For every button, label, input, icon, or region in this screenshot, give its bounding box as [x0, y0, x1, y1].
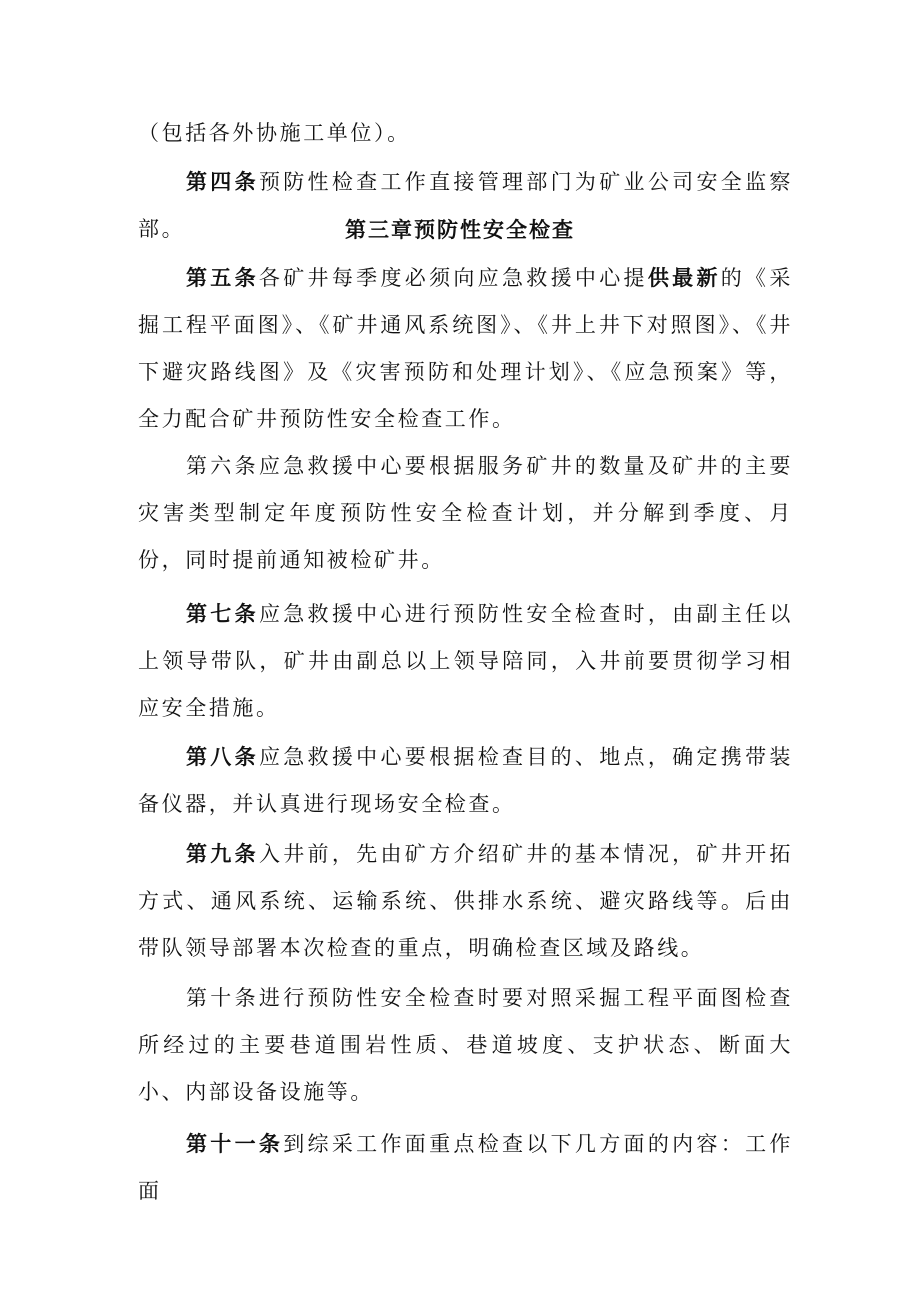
- article-text: 第六条应急救援中心要根据服务矿井的数量及矿井的主要灾害类型制定年度预防性安全检查计划，并分解到季度、月份，同时提前通知被检矿井。: [138, 454, 793, 572]
- article-text: 的《采掘工程平面图》、《矿井通风系统图》、《井上井下对照图》、《井下避灾路线图》及《灾害预防和处理计划》、《应急预案》等，全力配合矿井预防性安全检查工作。: [138, 266, 793, 431]
- article-11: [138, 1120, 793, 1215]
- article-text: 第十条进行预防性安全检查时要对照采掘工程平面图检查所经过的主要巷道围岩性质、巷道坡度、支护状态、断面大小、内部设备设施等。: [138, 986, 793, 1104]
- article-10: [138, 975, 793, 1116]
- article-text: 入井前，先由矿方介绍矿井的基本情况，矿井开拓方式、通风系统、运输系统、供排水系统、避灾路线等。后由带队领导部署本次检查的重点，明确检查区域及路线。: [138, 842, 793, 960]
- chapter-heading: 第三章预防性安全检查: [345, 217, 575, 242]
- article-text: 预防性检查工作直接管理部门为矿业公司安全监察部。: [138, 170, 793, 241]
- article-text: 应急救援中心进行预防性安全检查时，由副主任以上领导带队，矿井由副总以上领导陪同，入井前要贯彻学习相应安全措施。: [138, 602, 793, 720]
- article-9: [138, 830, 793, 972]
- article-8: [138, 733, 793, 828]
- article-text: 到综采工作面重点检查以下几方面的内容：工作面: [138, 1132, 793, 1203]
- article-label: 第九条: [186, 841, 259, 866]
- article-label: 第十一条: [186, 1131, 284, 1156]
- article-text-emphasis: 供最新: [647, 265, 721, 290]
- article-text: 应急救援中心要根据检查目的、地点，确定携带装备仪器，并认真进行现场安全检查。: [138, 745, 793, 816]
- article-7: [138, 590, 793, 732]
- article-label: 第七条: [186, 601, 259, 626]
- paragraph-continuation: [138, 110, 793, 157]
- paragraph-text: （包括各外协施工单位）。: [138, 121, 411, 145]
- article-6: [138, 443, 793, 584]
- article-5: [138, 254, 793, 443]
- article-label: 第八条: [186, 744, 259, 769]
- article-label: 第四条: [186, 169, 259, 194]
- article-label: 第五条: [186, 265, 259, 290]
- article-text: 各矿井每季度必须向应急救援中心提: [258, 266, 648, 290]
